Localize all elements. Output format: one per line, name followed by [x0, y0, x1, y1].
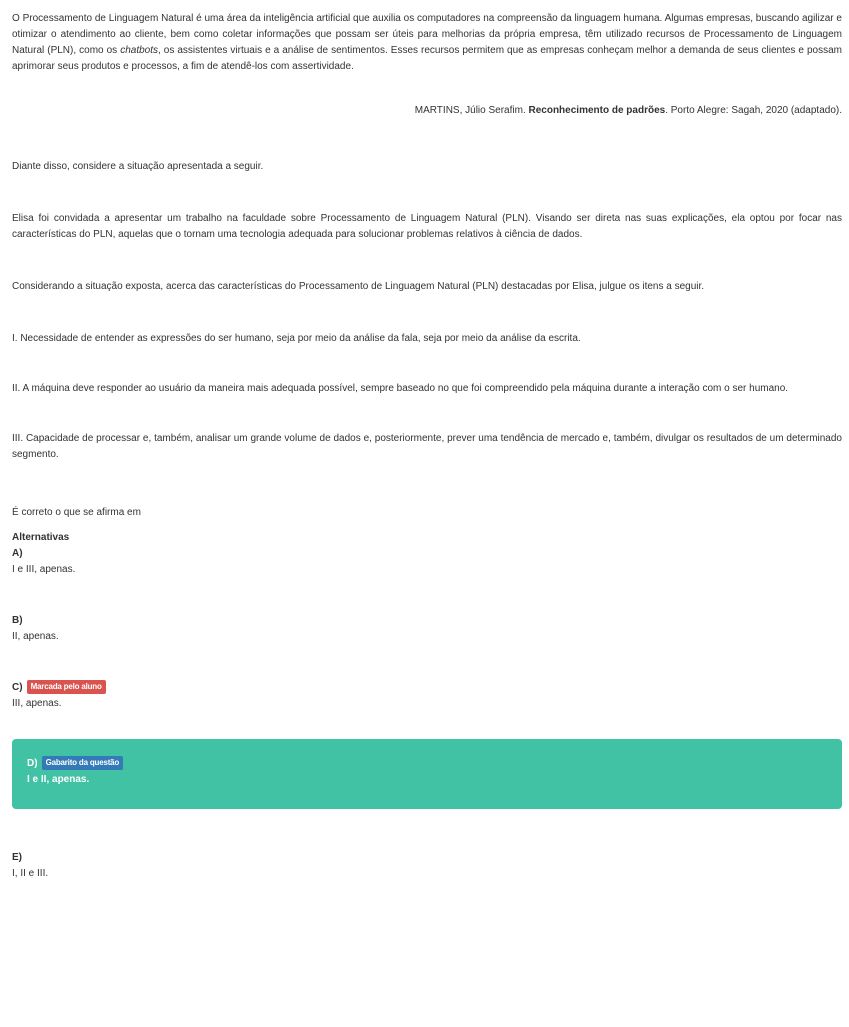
intro-italic-term: chatbots: [120, 45, 159, 56]
intro-text-end: , os assistentes virtuais e a análise de sentimentos. Esses recursos permitem que as empresas conheçam melhor a demanda de seus clientes e possam aprimorar seus produtos e processos, a fim de atendê-los com assertividade.: [12, 45, 843, 72]
answer-key-badge: Gabarito da questão: [42, 756, 124, 770]
situation-paragraph: Elisa foi convidada a apresentar um trabalho na faculdade sobre Processamento de Linguagem Natural (PLN). Visando ser direta nas suas explicações, ela optou por focar nas características do PLN, aquelas que o tornam uma tecnologia adequada para solucionar problemas relativos à ciência de dados.: [12, 213, 842, 240]
alternative-e[interactable]: [12, 850, 842, 882]
alternative-c[interactable]: [12, 680, 842, 712]
selected-badge: Marcada pelo aluno: [27, 680, 106, 694]
alternative-d-letter: D): [27, 758, 38, 769]
question-text: É correto o que se afirma em: [12, 507, 141, 518]
citation-title: Reconhecimento de padrões: [528, 105, 666, 116]
alternative-d-text: I e II, apenas.: [27, 774, 90, 785]
citation-rest: . Porto Alegre: Sagah, 2020 (adaptado).: [665, 105, 842, 116]
alternative-e-letter: E): [12, 852, 22, 863]
citation-author: MARTINS, Júlio Serafim.: [414, 105, 529, 116]
item-1: I. Necessidade de entender as expressões do ser humano, seja por meio da análise da fala, seja por meio da análise da escrita.: [12, 333, 581, 344]
alternative-c-text: III, apenas.: [12, 698, 62, 709]
intro-text: O Processamento de Linguagem Natural é uma área da inteligência artificial que auxilia os computadores na compreensão da linguagem humana. Algumas empresas, buscando agilizar e otimizar o atendimento ao cliente, bem como coletar informações que possam ser úteis para melhorias da própria empresa, têm utilizado recursos de Processamento de Linguagem Natural (PLN), como os: [12, 13, 842, 56]
prompt-paragraph: Considerando a situação exposta, acerca das características do Processamento de Linguagem Natural (PLN) destacadas por Elisa, julgue os itens a seguir.: [12, 281, 705, 292]
alternative-b-letter: B): [12, 615, 23, 626]
citation: [12, 103, 842, 119]
lead-text: Diante disso, considere a situação apresentada a seguir.: [12, 161, 264, 172]
alternative-c-letter: C): [12, 682, 23, 693]
alternative-b[interactable]: [12, 613, 842, 645]
alternative-a-letter: A): [12, 548, 23, 559]
alternatives-title: Alternativas: [12, 532, 70, 543]
item-3: III. Capacidade de processar e, também, analisar um grande volume de dados e, posteriormente, prever uma tendência de mercado e, também, divulgar os resultados de um determinado segmento.: [12, 433, 842, 460]
alternative-b-text: II, apenas.: [12, 631, 59, 642]
alternative-a-text: I e III, apenas.: [12, 564, 76, 575]
intro-paragraph: [12, 11, 842, 75]
alternative-e-text: I, II e III.: [12, 868, 49, 879]
alternative-a[interactable]: [12, 546, 842, 578]
alternative-d-correct[interactable]: [12, 739, 842, 809]
item-2: II. A máquina deve responder ao usuário da maneira mais adequada possível, sempre baseado no que foi compreendido pela máquina durante a interação com o ser humano.: [12, 383, 789, 394]
